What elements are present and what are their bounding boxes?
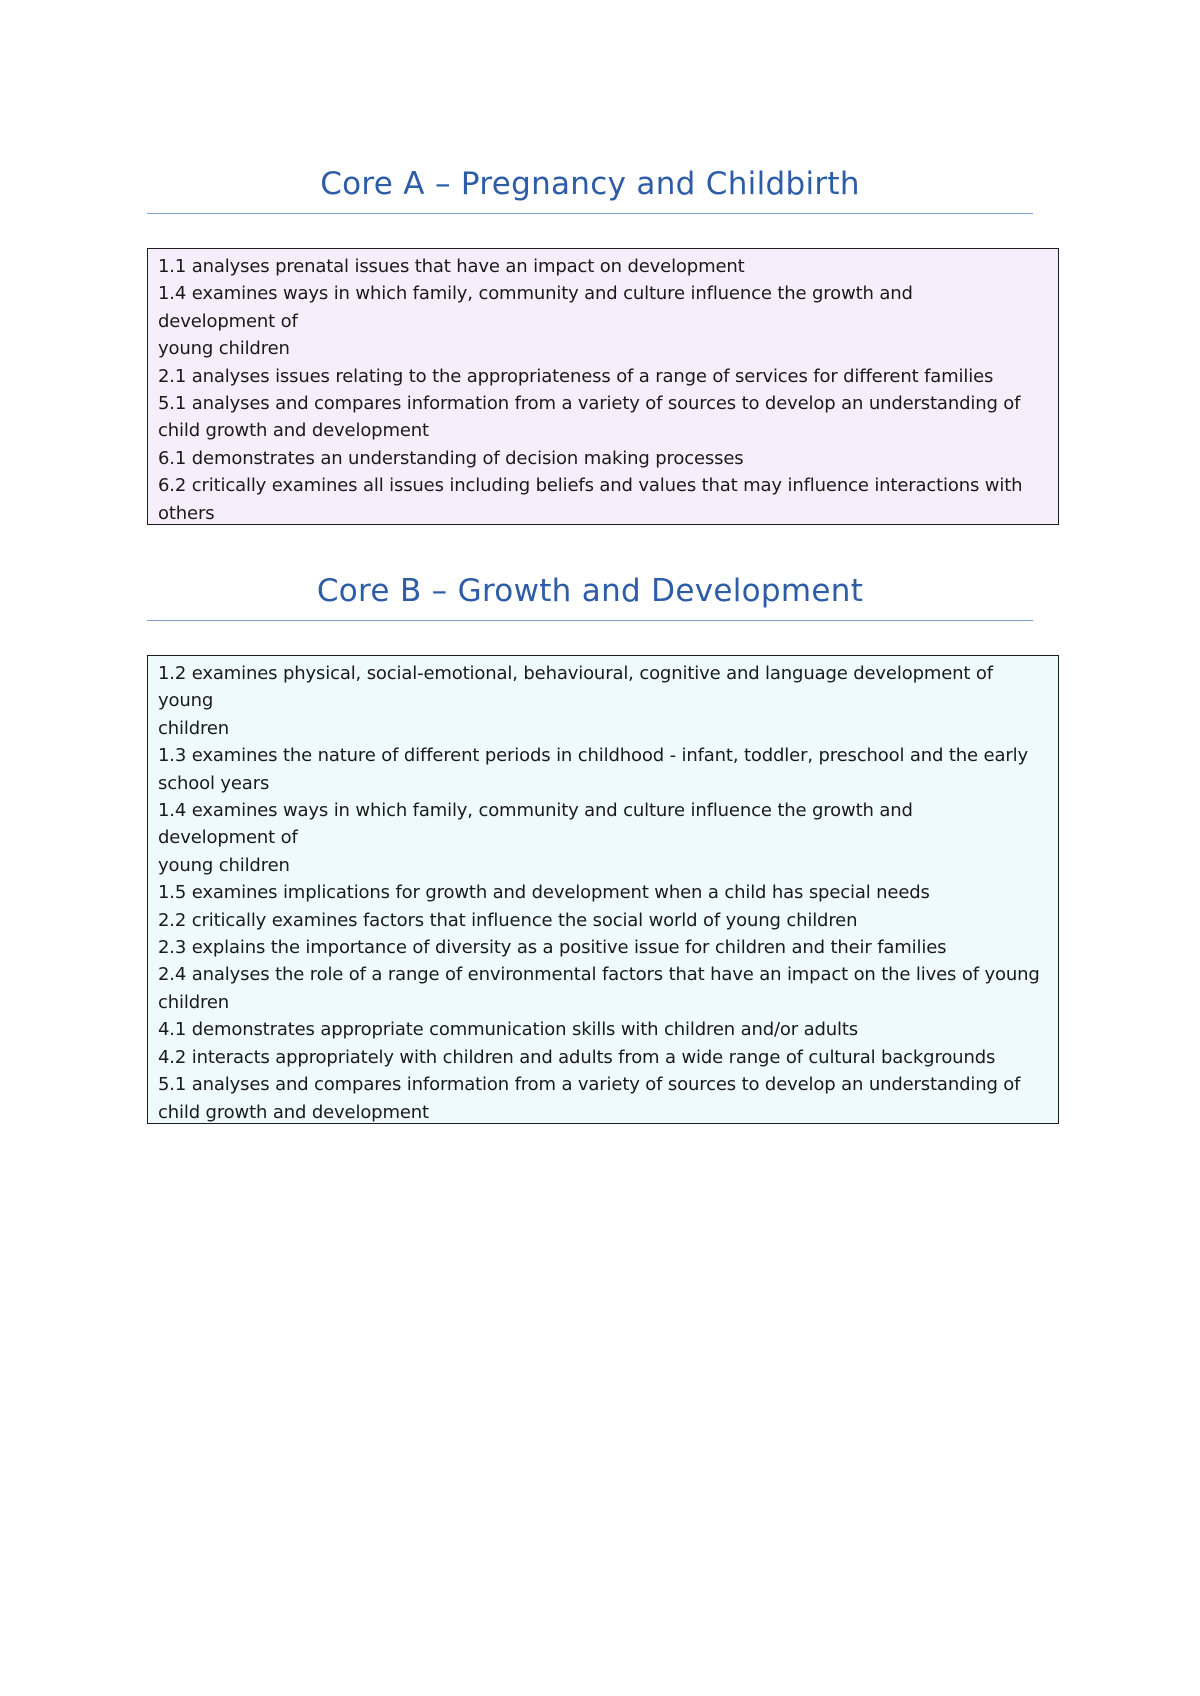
outcome-line: 6.2 critically examines all issues including beliefs and values that may influence interactions with — [158, 475, 1023, 497]
outcome-line: children — [158, 991, 230, 1013]
outcome-line: 1.5 examines implications for growth and development when a child has special needs — [158, 882, 930, 904]
outcome-line: 1.4 examines ways in which family, community and culture influence the growth and — [158, 283, 913, 305]
outcome-line: young children — [158, 854, 290, 876]
outcome-line: young children — [158, 338, 290, 360]
outcome-line: 6.1 demonstrates an understanding of decision making processes — [158, 447, 744, 469]
outcome-line: others — [158, 502, 215, 524]
core-b-section — [0, 572, 1200, 1123]
core-b-heading: Core B – Growth and Development — [316, 573, 864, 609]
outcome-line: 5.1 analyses and compares information from a variety of sources to develop an understanding of — [158, 1074, 1021, 1096]
outcome-line: children — [158, 717, 230, 739]
outcome-line: 2.1 analyses issues relating to the appropriateness of a range of services for different families — [158, 365, 994, 387]
outcome-line: 4.2 interacts appropriately with children and adults from a wide range of cultural backgrounds — [158, 1046, 996, 1068]
outcome-line: child growth and development — [158, 420, 429, 442]
outcome-line: 1.2 examines physical, social-emotional, behavioural, cognitive and language development of — [158, 663, 993, 684]
outcome-line: 4.1 demonstrates appropriate communication skills with children and/or adults — [158, 1019, 859, 1041]
core-a-section — [0, 165, 1200, 524]
outcome-line: child growth and development — [158, 1101, 429, 1123]
outcome-line: 2.2 critically examines factors that influence the social world of young children — [158, 909, 858, 931]
outcome-line: 1.3 examines the nature of different periods in childhood - infant, toddler, preschool and the early — [158, 745, 1028, 767]
outcome-line: school years — [158, 772, 270, 794]
core-a-heading-rule — [147, 165, 1033, 214]
outcome-line: young — [158, 690, 214, 712]
core-b-outcomes-box — [147, 655, 1059, 1124]
outcome-line: development of — [158, 310, 298, 332]
outcome-line: 2.4 analyses the role of a range of environmental factors that have an impact on the lives of young — [158, 964, 1040, 986]
core-a-outcomes-box — [147, 248, 1059, 525]
core-a-heading: Core A – Pregnancy and Childbirth — [320, 166, 860, 202]
outcome-line: 1.4 examines ways in which family, community and culture influence the growth and — [158, 800, 913, 822]
outcome-line: 1.1 analyses prenatal issues that have an impact on development — [158, 256, 745, 277]
outcome-line: 5.1 analyses and compares information from a variety of sources to develop an understanding of — [158, 393, 1021, 415]
core-b-heading-rule — [147, 572, 1033, 621]
outcome-line: development of — [158, 827, 298, 849]
outcome-line: 2.3 explains the importance of diversity as a positive issue for children and their families — [158, 937, 947, 959]
